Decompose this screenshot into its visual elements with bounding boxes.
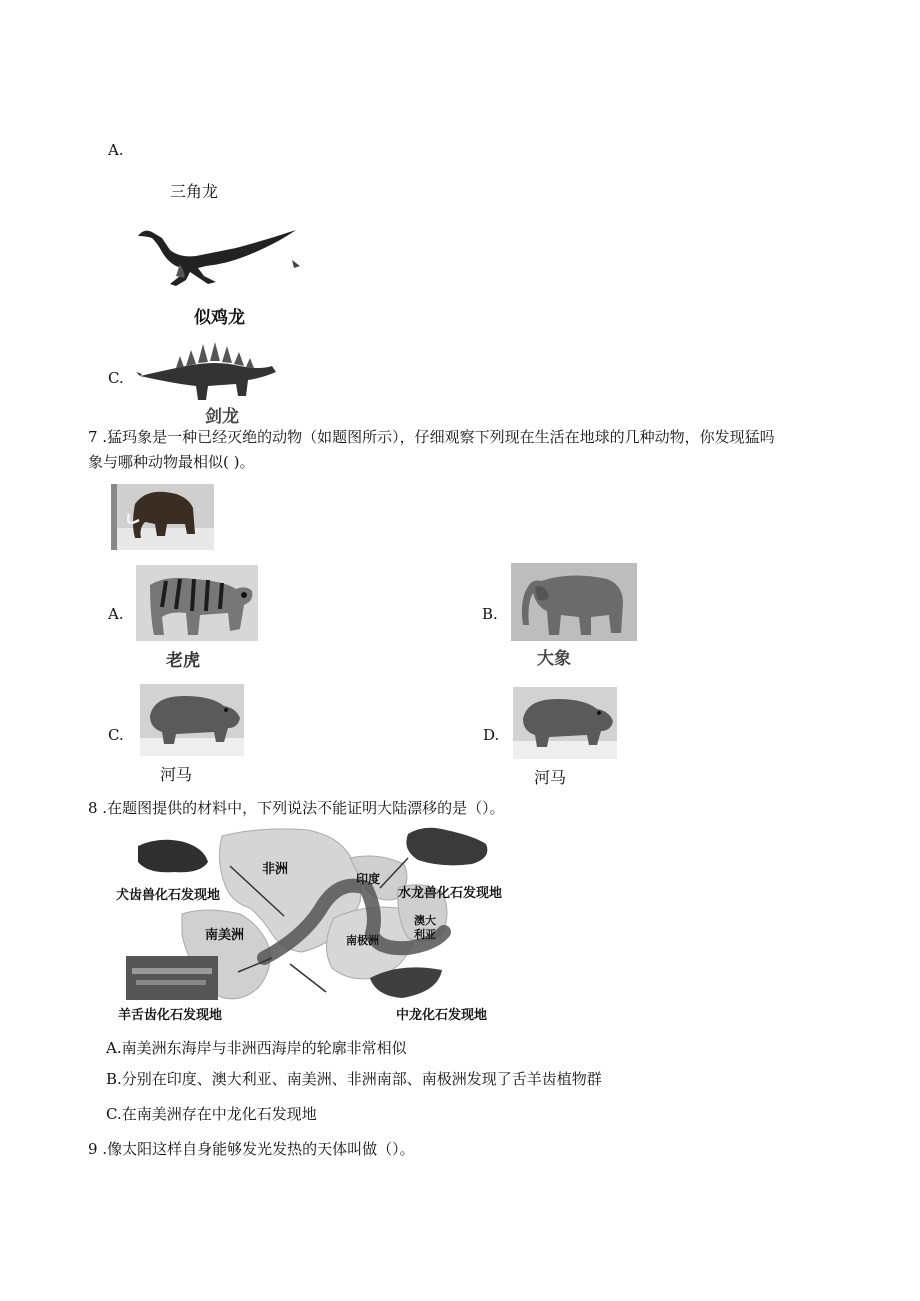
q6-option-c-label: C. (108, 369, 124, 387)
q8-option-c: C.在南美洲存在中龙化石发现地 (106, 1105, 317, 1123)
q7-caption-tiger: 老虎 (166, 651, 200, 671)
tiger-image (136, 565, 258, 641)
map-label-antarctica: 南极洲 (346, 934, 379, 947)
map-label-glossopteris: 羊舌齿化石发现地 (118, 1008, 223, 1023)
q8-option-b: B.分别在印度、澳大利亚、南美洲、非洲南部、南极洲发现了舌羊齿植物群 (106, 1070, 602, 1088)
map-label-cynognathus: 犬齿兽化石发现地 (116, 888, 221, 903)
q7-option-b-label: B. (482, 605, 498, 623)
q7-option-c-label: C. (108, 726, 124, 744)
q7-stem-line2: 象与哪种动物最相似( )。 (88, 453, 255, 471)
q7-option-d-label: D. (483, 726, 500, 744)
q6-caption-stegosaurus: 剑龙 (205, 407, 239, 427)
map-label-india: 印度 (356, 872, 381, 886)
hippo-image-d (513, 687, 617, 759)
q7-caption-elephant: 大象 (537, 649, 571, 669)
q8-option-a: A.南美洲东海岸与非洲西海岸的轮廓非常相似 (106, 1039, 407, 1057)
map-label-south-america: 南美洲 (205, 928, 245, 943)
elephant-image (511, 563, 637, 641)
map-label-mesosaurus: 中龙化石发现地 (396, 1008, 488, 1023)
q7-stem-line1: 7 .猛玛象是一种已经灭绝的动物（如题图所示），仔细观察下列现在生活在地球的几种动物，你发现猛吗 (88, 428, 775, 446)
map-label-australia-1: 澳大 (414, 914, 436, 927)
q7-caption-hippo-c: 河马 (160, 765, 193, 784)
q6-caption-ornithomimus: 似鸡龙 (194, 308, 245, 328)
q7-caption-hippo-d: 河马 (534, 768, 567, 787)
map-label-lystrosaurus: 水龙兽化石发现地 (398, 886, 503, 901)
q6-option-a-label: A. (108, 141, 124, 159)
map-label-africa: 非洲 (262, 862, 289, 877)
q6-caption-triceratops: 三角龙 (170, 182, 219, 201)
q7-option-a-label: A. (108, 605, 124, 623)
map-label-australia-2: 利亚 (414, 928, 436, 941)
q8-stem: 8 .在题图提供的材料中，下列说法不能证明大陆漂移的是（）。 (88, 799, 505, 817)
stegosaurus-image (136, 336, 278, 406)
ornithomimus-image (136, 222, 302, 288)
mammoth-image (111, 484, 214, 550)
hippo-image-c (140, 684, 244, 756)
q9-stem: 9 .像太阳这样自身能够发光发热的天体叫做（）。 (88, 1140, 415, 1158)
gondwana-fossil-map (112, 822, 538, 1026)
